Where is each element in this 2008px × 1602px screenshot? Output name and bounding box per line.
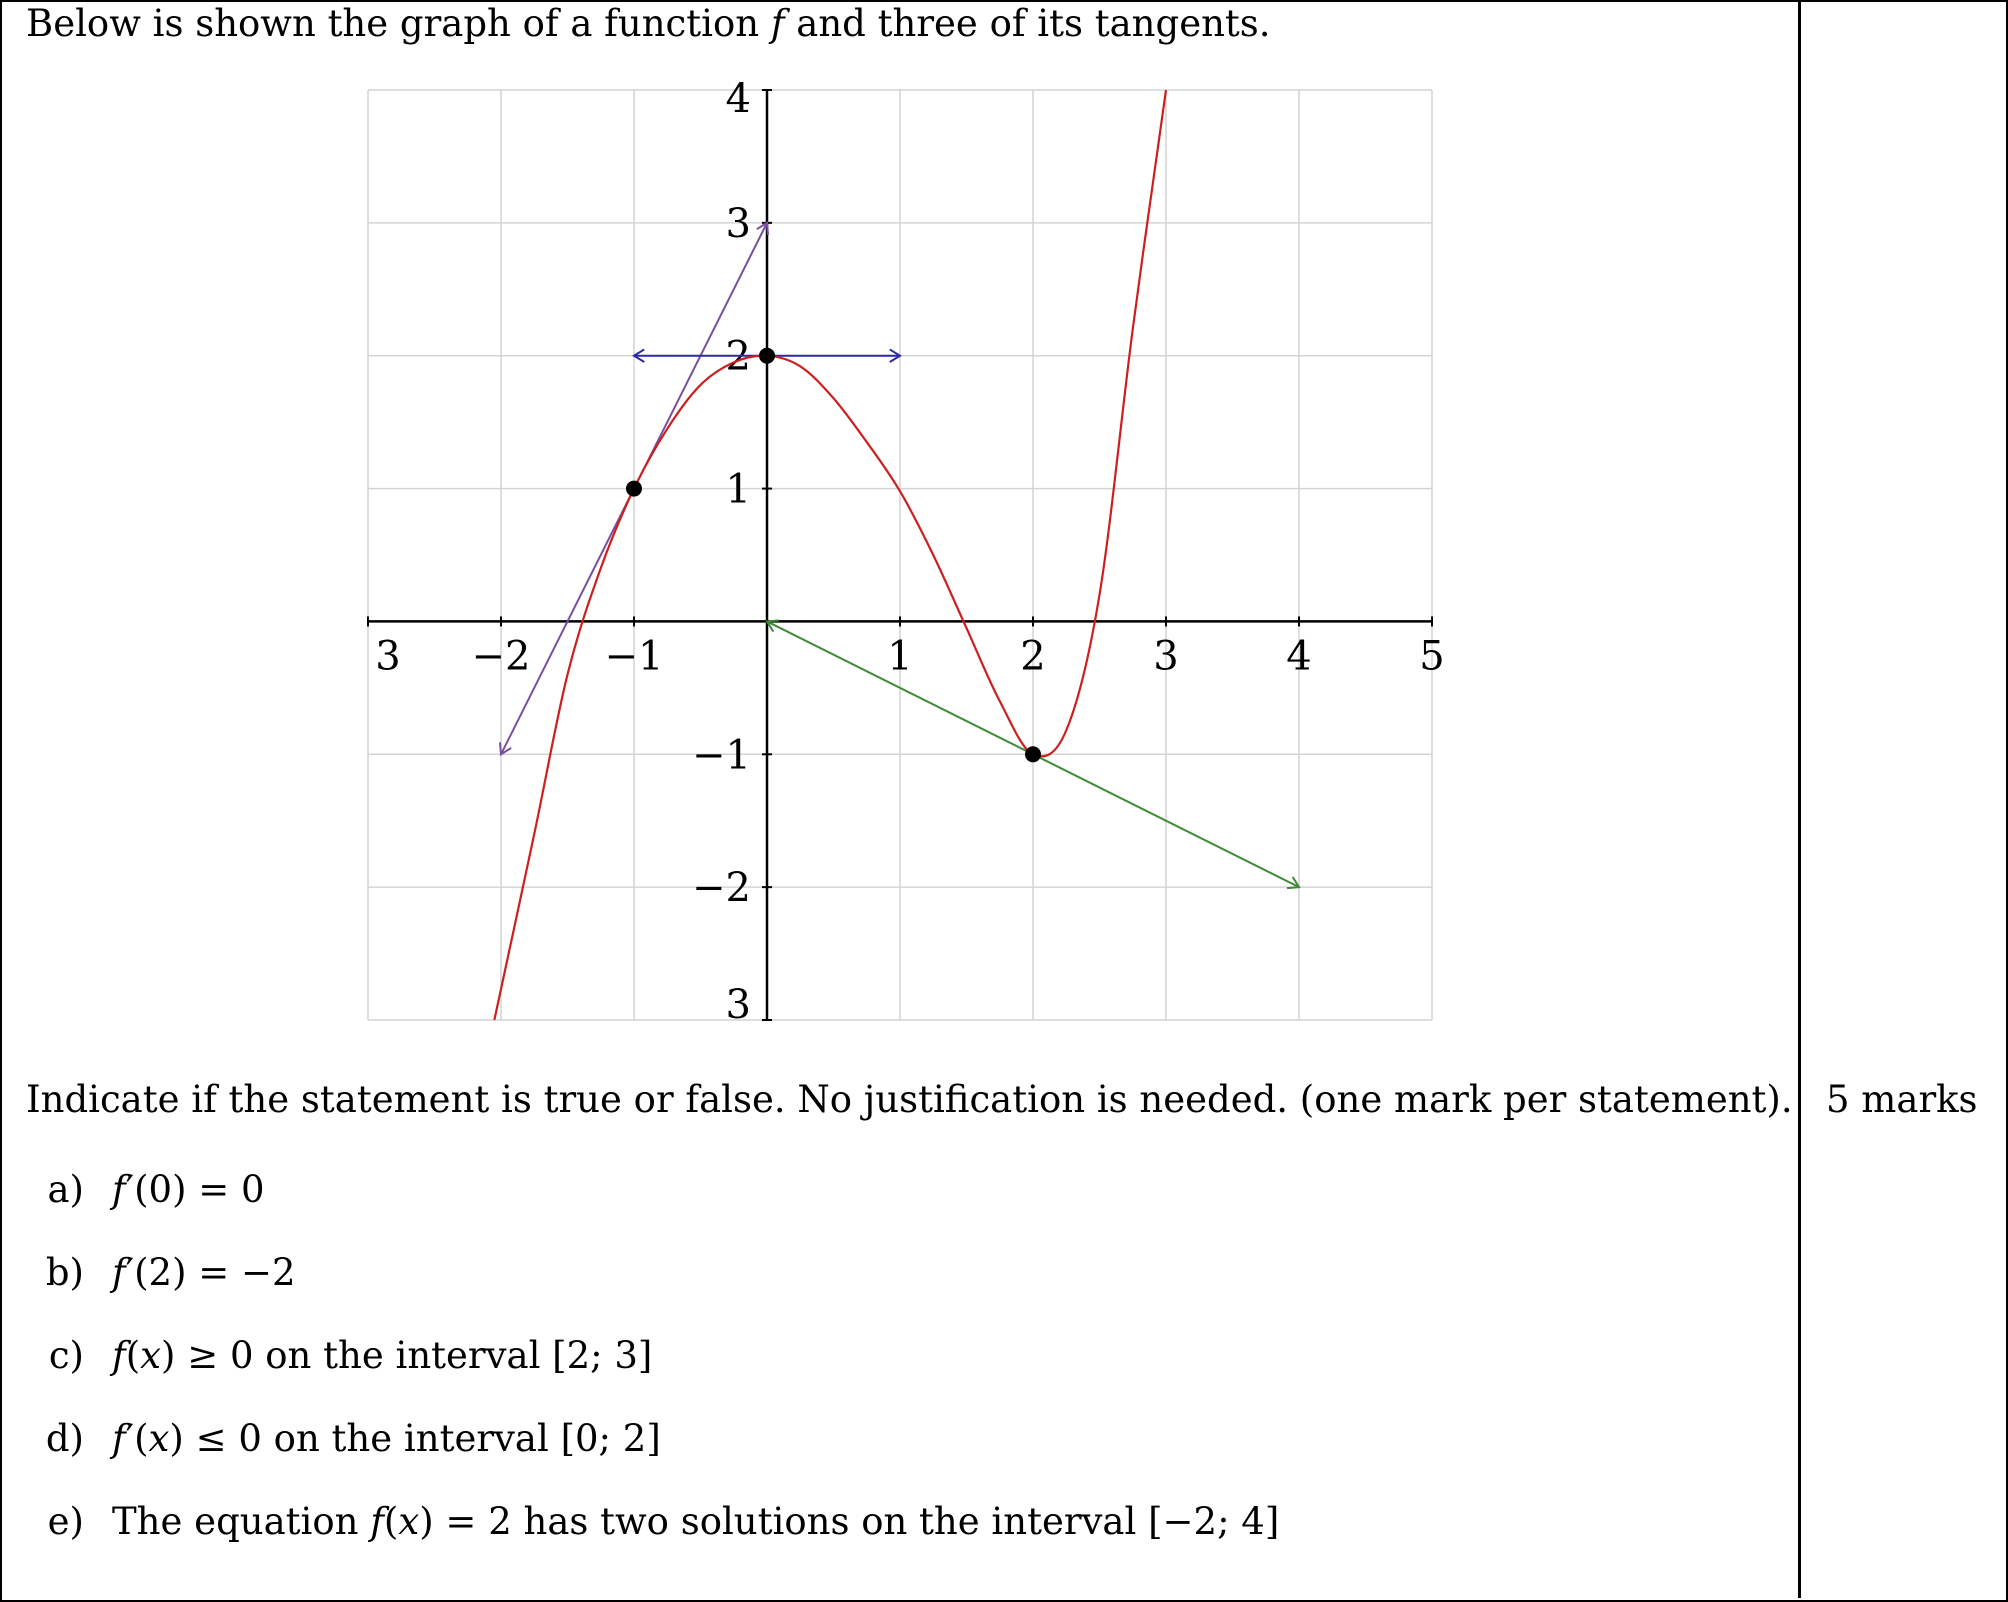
intro-text: Below is shown the graph of a function [26, 2, 771, 45]
x-tick-label: 4 [1286, 633, 1312, 680]
statement-text: ′( [125, 1417, 149, 1460]
y-tick-label: 1 [725, 466, 751, 513]
statement-text: ′(0) = 0 [125, 1168, 265, 1211]
statement-text: x [140, 1334, 162, 1377]
y-tick-label: −1 [692, 732, 751, 779]
statement-c [26, 1332, 652, 1380]
statement-label: c) [48, 1334, 84, 1377]
x-tick-label: 5 [1419, 633, 1445, 680]
y-tick-label: 4 [725, 76, 751, 122]
tangent-point [626, 481, 642, 497]
function-curve [494, 90, 1166, 1020]
y-tick-label: −2 [692, 865, 751, 912]
x-tick-label: 1 [887, 633, 913, 680]
x-tick-label: 3 [375, 633, 401, 680]
marks-column-divider [1798, 0, 1801, 1598]
statement-text: ) ≤ 0 on the interval [0; 2] [169, 1417, 661, 1460]
marks-value: 5 marks [1826, 1078, 1978, 1121]
statement-text: x [148, 1417, 170, 1460]
tick-labels [375, 76, 1444, 1028]
statement-label: b) [45, 1251, 84, 1294]
statement-text: ) = 2 has two solutions on the interval [−2; 4] [419, 1500, 1280, 1543]
question-intro [26, 0, 1271, 48]
y-tick-label: 3 [725, 982, 751, 1028]
statement-text: f [112, 1168, 126, 1211]
tangent-point [1025, 746, 1041, 762]
statement-d [26, 1415, 661, 1463]
statement-text: ′(2) = −2 [125, 1251, 296, 1294]
intro-text-end: and three of its tangents. [784, 2, 1271, 45]
statement-text: ( [125, 1334, 141, 1377]
statement-text: f [112, 1334, 126, 1377]
statement-text: The equation [112, 1500, 371, 1543]
statement-e [26, 1498, 1279, 1546]
x-tick-label: 3 [1153, 633, 1179, 680]
statement-text: ) ≥ 0 on the interval [2; 3] [161, 1334, 653, 1377]
grid [368, 90, 1432, 1020]
y-tick-label: 2 [725, 333, 751, 380]
instructions: Indicate if the statement is true or false. No justification is needed. (one mark per statement). [26, 1078, 1793, 1121]
statement-label: a) [47, 1168, 84, 1211]
statement-text: x [398, 1500, 420, 1543]
statement-b [26, 1249, 296, 1297]
statement-text: f [370, 1500, 384, 1543]
statement-label: d) [45, 1417, 84, 1460]
tangent-point [759, 348, 775, 364]
statement-text: f [112, 1251, 126, 1294]
x-tick-label: −2 [471, 633, 531, 680]
statement-label: e) [47, 1500, 84, 1543]
x-tick-label: 2 [1020, 633, 1046, 680]
statement-text: f [112, 1417, 126, 1460]
tangent-points [626, 348, 1041, 763]
statement-text: ( [383, 1500, 399, 1543]
statement-a [26, 1166, 265, 1214]
function-curve-group [494, 90, 1166, 1020]
x-tick-label: −1 [604, 633, 664, 680]
function-name: f [770, 2, 785, 45]
function-graph [360, 76, 1445, 1038]
y-tick-label: 3 [725, 200, 751, 247]
